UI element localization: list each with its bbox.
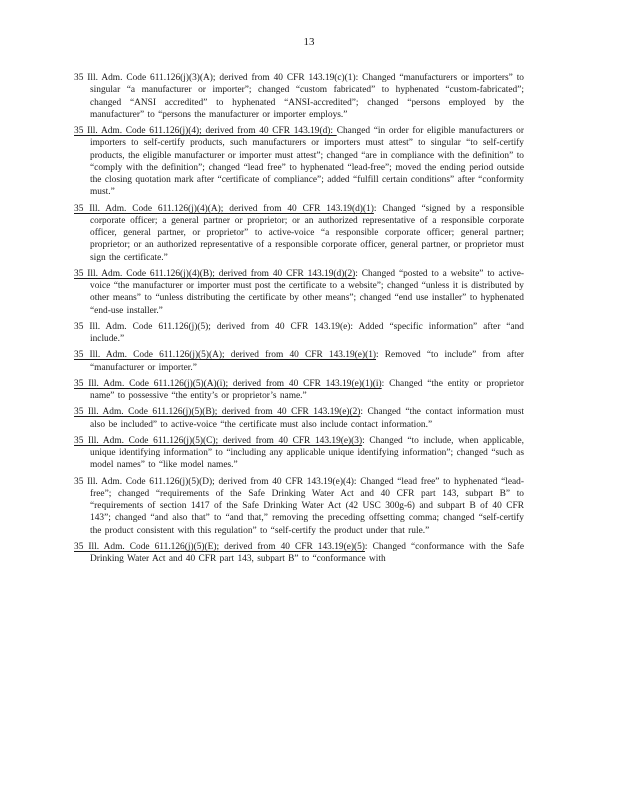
board-note-entry (74, 476, 524, 537)
citation-underlined: 35 Ill. Adm. Code 611.126(j)(5)(B); derived from 40 CFR 143.19(e)(2) (74, 407, 361, 418)
entry-text: : Changed “signed by a responsible corporate officer; a general partner or proprietor; or an authorized representative of a responsible corporate officer, general partner, or proprietor” to active-voice “a responsible corporate officer; general partner; proprietor; or an authorized representative of a responsible corporate officer, general partner, or proprietor must sign the certificate.” (90, 203, 524, 263)
entry-text: : Changed “to include, when applicable, unique identifying information” to “including any applicable unique identifying information”; changed “such as model names” to “like model names.” (90, 435, 524, 471)
board-note-entry (74, 349, 524, 374)
board-note-entry (74, 268, 524, 317)
citation-underlined: 35 Ill. Adm. Code 611.126(j)(4)(B); derived from 40 CFR 143.19(d)(2) (74, 268, 356, 279)
entry-text: : Removed “to include” from after “manufacturer or importer.” (90, 350, 525, 373)
citation-underlined: 35 Ill. Adm. Code 611.126(j)(4); derived from 40 CFR 143.19(d): (74, 126, 337, 136)
board-note-entry (74, 125, 524, 199)
citation-underlined: 35 Ill. Adm. Code 611.126(j)(5)(E); derived from 40 CFR 143.19(e)(5) (74, 541, 365, 552)
board-note-list (74, 72, 524, 569)
entry-text: Changed “in order for eligible manufacturers or importers to self-certify products, such manufacturers or importers must attest” to singular “to self-certify products, the eligible manufacturer or importer must attest”; changed “are in compliance with the definition” to “comply with the definition”; changed “lead free” to hyphenated “lead-free”; moved the ending period outside the closing quotation mark after “certificate of compliance”; added “fulfill certain conditions” after “conformity must.” (90, 126, 524, 198)
entry-text: : Changed “posted to a website” to active-voice “the manufacturer or importer must post the certificate to a website”; changed “unless it is distributed by other means” to “unless distributing the certificate by other means”; changed “end use installer” to hyphenated “end-use installer.” (90, 268, 524, 316)
entry-text: 35 Ill. Adm. Code 611.126(j)(3)(A); derived from 40 CFR 143.19(c)(1): Changed “manufacturers or importers” to singular “a manufacturer or importer”; changed “custom fabricated” to hyphenated “custom-fabricated”; changed “ANSI accredited” to hyphenated “ANSI-accredited”; changed “persons employed by the manufacturer” to “persons the manufacturer or importer employs.” (74, 73, 524, 120)
citation-underlined: 35 Ill. Adm. Code 611.126(j)(4)(A); derived from 40 CFR 143.19(d)(1) (74, 203, 374, 214)
board-note-entry (74, 406, 524, 431)
citation-underlined: 35 Ill. Adm. Code 611.126(j)(5)(A)(i); derived from 40 CFR 143.19(e)(1)(i) (74, 378, 382, 389)
entry-text: 35 Ill. Adm. Code 611.126(j)(5); derived from 40 CFR 143.19(e): Added “specific information” after “and include.” (74, 321, 524, 344)
citation-underlined: 35 Ill. Adm. Code 611.126(j)(5)(A); derived from 40 CFR 143.19(e)(1) (74, 350, 377, 361)
citation-underlined: 35 Ill. Adm. Code 611.126(j)(5)(C); derived from 40 CFR 143.19(e)(3) (74, 435, 363, 446)
board-note-entry (74, 378, 524, 403)
board-note-entry (74, 435, 524, 472)
board-note-entry (74, 541, 524, 566)
page-number: 13 (303, 36, 315, 48)
entry-text: 35 Ill. Adm. Code 611.126(j)(5)(D); derived from 40 CFR 143.19(e)(4): Changed “lead free” to hyphenated “lead-free”; changed “requirements of the Safe Drinking Water Act and 40 CFR part 143, subpart B” to “requirements of section 1417 of the Safe Drinking Water Act (42 USC 300g-6) and subpart B of 40 CFR 143”; changed “and also that” to “and that,” removing the preceding offsetting comma; changed “self-certify the product consistent with this regulation” to “self-certify the product under that rule.” (74, 476, 524, 536)
entry-text: : Changed “conformance with the Safe Drinking Water Act and 40 CFR part 143, subpart B” to “conformance with (90, 541, 524, 564)
board-note-entry (74, 203, 524, 264)
entry-text: : Changed “the entity or proprietor name” to possessive “the entity’s or proprietor’s name.” (90, 378, 524, 401)
entry-text: : Changed “the contact information must also be included” to active-voice “the certificate must also include contact information.” (90, 407, 524, 430)
board-note-entry (74, 72, 524, 121)
board-note-entry (74, 321, 524, 346)
